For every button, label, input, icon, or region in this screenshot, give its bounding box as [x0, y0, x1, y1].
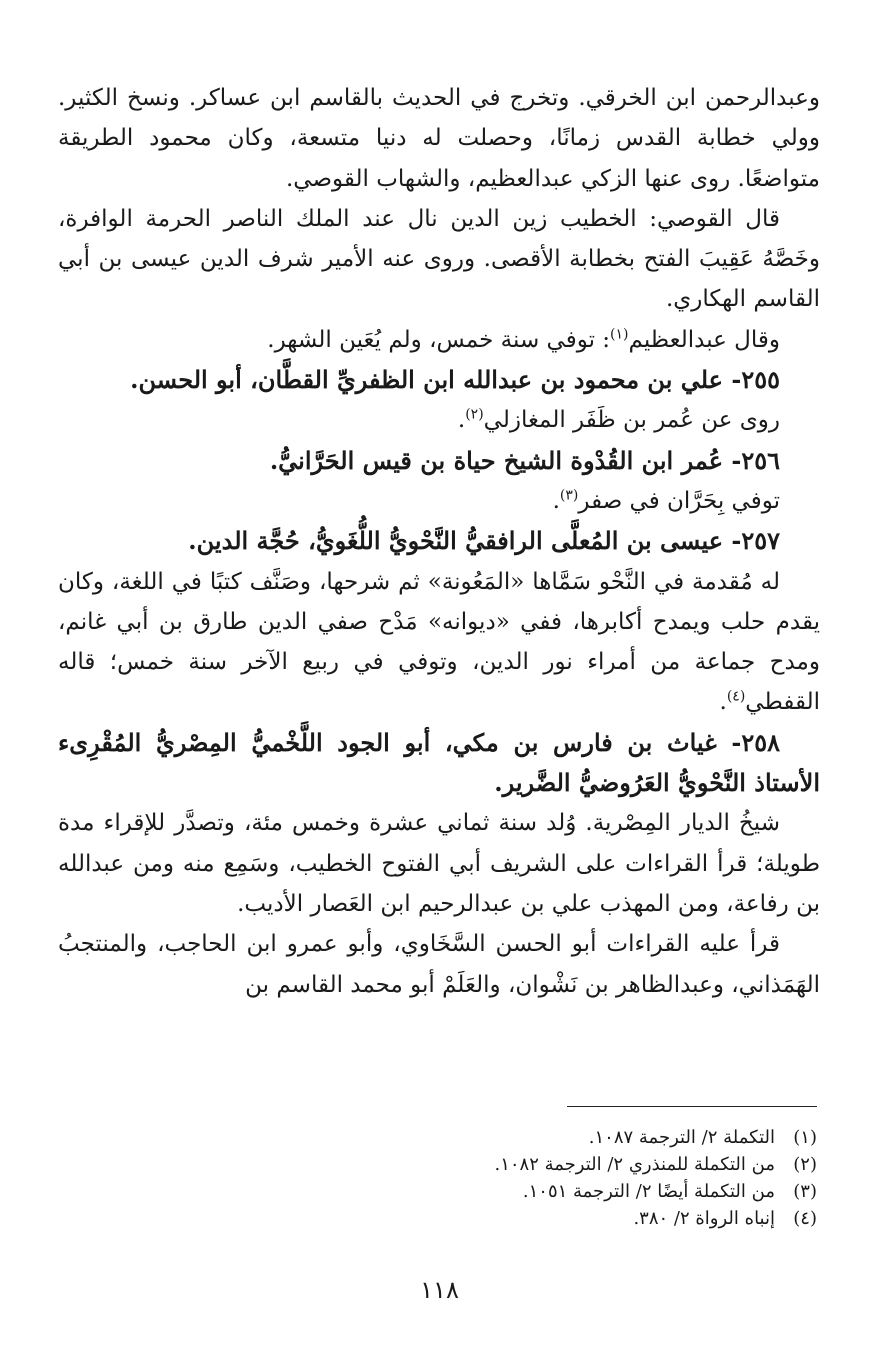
footnotes: [77, 1124, 817, 1232]
entry-257-body: له مُقدمة في النَّحْو سَمَّاها «المَعُونة» ثم شرحها، وصَنَّف كتبًا في اللغة، وكان يقدم حلب ويمدح أكابرها، ففي «ديوانه» مَدْح صفي الدين طارق بن أبي غانم، ومدح جماعة من أمراء نور الدين، وتوفي في ربيع الآخر سنة خمس؛ قاله القفطي: [58, 568, 820, 716]
footnote-text: من التكملة للمنذري ٢/ الترجمة ١٠٨٢.: [494, 1154, 775, 1175]
page-number: ١١٨: [420, 1276, 459, 1304]
entry-256-tail: .: [552, 487, 560, 514]
entry-257-tail: .: [719, 689, 727, 716]
footnote-divider: [567, 1106, 817, 1107]
footnote-number: (٣): [793, 1181, 817, 1202]
entry-256-body: توفي بِحَرَّان في صفر: [578, 487, 780, 514]
entry-258-text-1: شيخُ الديار المِصْرية. وُلد سنة ثماني عشرة وخمس مئة، وتصدَّر للإقراء مدة طويلة؛ قرأ القراءات على الشريف أبي الفتوح الخطيب، وسَمِع منه ومن عبدالله بن رفاعة، ومن المهذب علي بن عبدالرحيم ابن العَصار الأديب.: [58, 810, 820, 917]
footnote-number: (٢): [793, 1154, 817, 1175]
entry-heading-255: ٢٥٥- علي بن محمود بن عبدالله ابن الظفريِّ القطَّان، أبو الحسن.: [130, 365, 780, 395]
footnote-2: [77, 1151, 817, 1178]
entry-258-text-2: قرأ عليه القراءات أبو الحسن السَّخَاوي، وأبو عمرو ابن الحاجب، والمنتجبُ الهَمَذاني، وعبدالظاهر بن نَشْوان، والعَلَمْ أبو محمد القاسم بن: [58, 931, 820, 998]
entry-255-tail: .: [457, 407, 466, 434]
footnote-ref-3: (٣): [559, 487, 579, 504]
footnote-3: [77, 1178, 817, 1205]
footnote-ref-4: (٤): [726, 688, 746, 705]
entry-255-text: [58, 400, 820, 440]
entry-heading-256: ٢٥٦- عُمر ابن القُدْوة الشيخ حياة بن قيس الحَرَّانيُّ.: [269, 445, 780, 475]
main-text: [58, 78, 820, 1005]
paragraph-3: [58, 320, 820, 360]
paragraph-3-tail: : توفي سنة خمس، ولم يُعَين الشهر.: [267, 326, 611, 353]
paragraph-1: وعبدالرحمن ابن الخرقي. وتخرج في الحديث بالقاسم ابن عساكر. ونسخ الكثير. وولي خطابة القدس زمانًا، وحصلت له دنيا متسعة، وكان محمود الطريقة متواضعًا. روى عنها الزكي عبدالعظيم، والشهاب القوصي.: [58, 85, 820, 192]
paragraph-3-text: وقال عبدالعظيم: [628, 326, 780, 353]
entry-heading-257: ٢٥٧- عيسى بن المُعلَّى الرافقيُّ النَّحْويُّ اللُّغَويُّ، حُجَّة الدين.: [188, 526, 780, 556]
footnote-number: (١): [793, 1127, 817, 1148]
footnote-number: (٤): [793, 1208, 817, 1229]
entry-257-text: [58, 562, 820, 723]
entry-heading-258: ٢٥٨- غياث بن فارس بن مكي، أبو الجود اللَّخْميُّ المِصْريُّ المُقْرِىء الأستاذ النَّحْويُّ العَرُوضيُّ الضَّرير.: [58, 727, 820, 798]
entry-256-text: [58, 481, 820, 521]
footnote-ref-2: (٢): [465, 406, 484, 423]
paragraph-2: قال القوصي: الخطيب زين الدين نال عند الملك الناصر الحرمة الوافرة، وخَصَّهُ عَقِيبَ الفتح بخطابة الأقصى. وروى عنه الأمير شرف الدين عيسى بن أبي القاسم الهكاري.: [58, 205, 820, 313]
footnote-4: [77, 1205, 817, 1232]
entry-255-body: روى عن عُمر بن ظَفَر المغازلي: [483, 407, 780, 434]
footnote-ref-1: (١): [610, 326, 629, 343]
footnote-text: من التكملة أيضًا ٢/ الترجمة ١٠٥١.: [522, 1181, 775, 1202]
footnote-1: [77, 1124, 817, 1151]
footnote-text: التكملة ٢/ الترجمة ١٠٨٧.: [588, 1127, 775, 1148]
footnote-text: إنباه الرواة ٢/ ٣٨٠.: [633, 1208, 775, 1229]
